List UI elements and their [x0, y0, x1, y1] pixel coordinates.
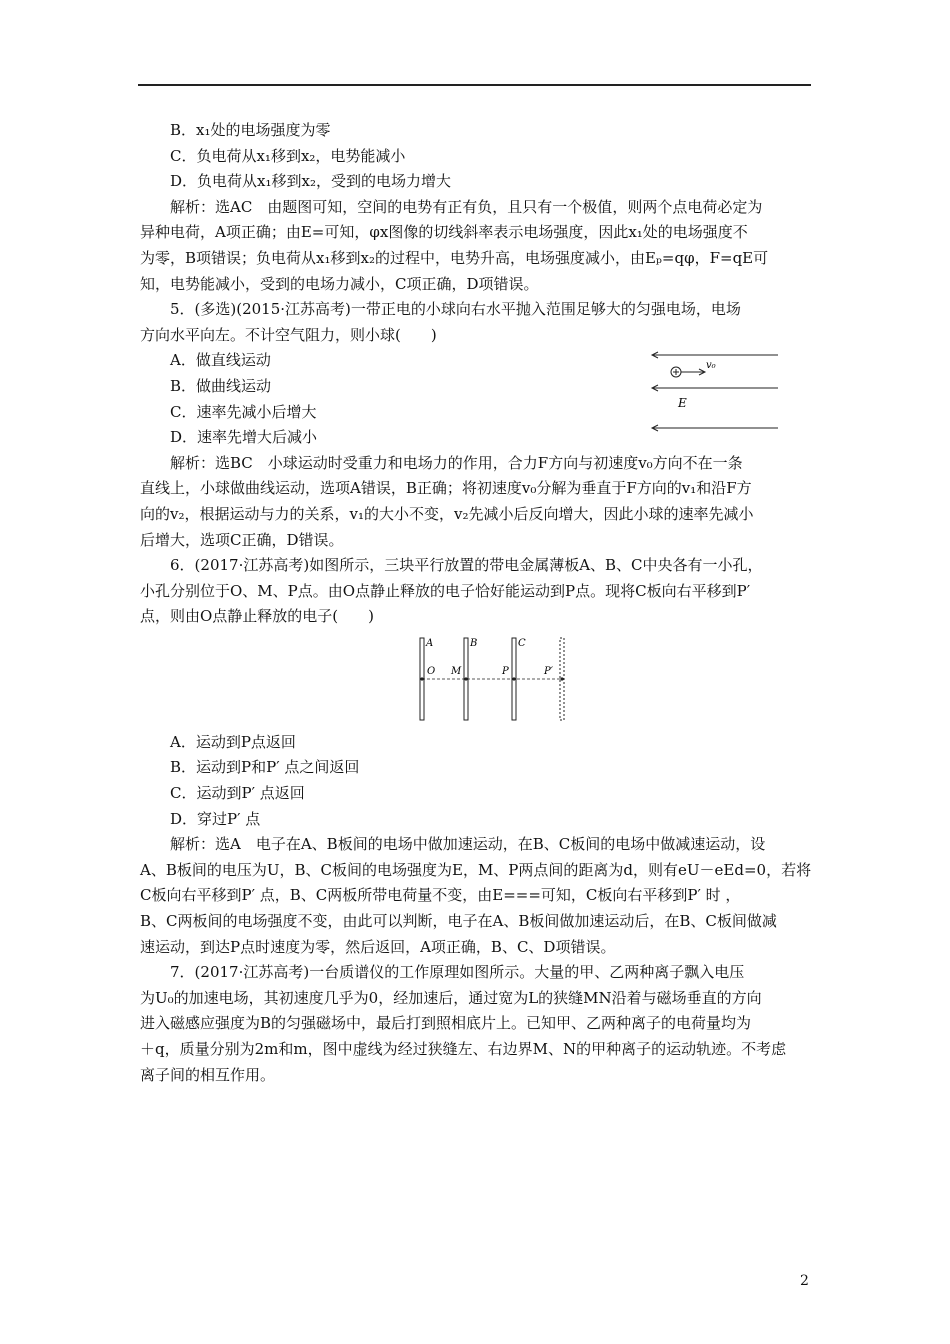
q6-analysis-line: A、B板间的电压为U，B、C板间的电场强度为E，M、P两点间的距离为d，则有eU－eEd=0，若将 — [140, 860, 812, 879]
point-label: O — [427, 665, 436, 677]
q4-option-d: D．负电荷从x₁移到x₂，受到的电场力增大 — [170, 172, 451, 191]
q5-option-c: C．速率先减小后增大 — [170, 402, 317, 421]
q7-stem — [140, 960, 812, 1088]
header-rule — [138, 84, 811, 86]
point-label: M — [451, 665, 462, 677]
plate-label: B — [470, 637, 478, 649]
q6-stem-line: 小孔分别位于O、M、P点。由O点静止释放的电子恰好能运动到P点。现将C板向右平移到P′ — [140, 581, 751, 600]
q7-stem-line: 进入磁感应强度为B的匀强磁场中，最后打到照相底片上。已知甲、乙两种离子的电荷量均为 — [140, 1014, 752, 1033]
q5-analysis-line: 后增大，选项C正确，D错误。 — [140, 530, 344, 549]
page-content — [140, 118, 812, 1088]
q6-option-c: C．运动到P′ 点返回 — [170, 784, 305, 803]
q6-plates-figure — [418, 634, 578, 724]
q6-analysis-line: C板向右平移到P′ 点，B、C两板所带电荷量不变，由E===可知，C板向右平移到P′ 时 ， — [140, 886, 741, 905]
q5-option-d: D．速率先增大后减小 — [170, 428, 318, 447]
q6-stem-line: 6．(2017·江苏高考)如图所示，三块平行放置的带电金属薄板A、B、C中央各有一小孔， — [170, 556, 763, 575]
q5-analysis-line: 解析：选BC 小球运动时受重力和电场力的作用，合力F方向与初速度v₀方向不在一条 — [170, 453, 743, 472]
q5-stem-line: 方向水平向左。不计空气阻力，则小球( ) — [140, 325, 437, 344]
q7-stem-line: 离子间的相互作用。 — [140, 1065, 276, 1084]
q6-stem-line: 点，则由O点静止释放的电子( ) — [140, 607, 375, 626]
q6-option-b: B．运动到P和P′ 点之间返回 — [170, 758, 360, 777]
q4-option-b: B．x₁处的电场强度为零 — [170, 121, 331, 139]
q6-stem — [140, 553, 812, 630]
page-number: 2 — [800, 1273, 809, 1289]
q5-stem-line: 5．(多选)(2015·江苏高考)一带正电的小球向右水平抛入范围足够大的匀强电场，电场 — [170, 300, 741, 319]
q5-field-label: E — [678, 396, 687, 411]
q4-analysis-line: 知，电势能减小，受到的电场力减小，C项正确，D项错误。 — [140, 274, 539, 293]
q7-stem-line: 为U₀的加速电场，其初速度几乎为0，经加速后，通过宽为L的狭缝MN沿着与磁场垂直的方向 — [140, 988, 762, 1007]
q5-velocity-label: v₀ — [706, 360, 716, 372]
q5-analysis-line: 直线上，小球做曲线运动，选项A错误，B正确；将初速度v₀分解为垂直于F方向的v₁和沿F方 — [140, 479, 752, 498]
q4-analysis-line: 解析：选AC 由题图可知，空间的电势有正有负，且只有一个极值，则两个点电荷必定为 — [170, 197, 763, 216]
q6-option-a: A．运动到P点返回 — [170, 732, 296, 751]
q7-stem-line: 7．(2017·江苏高考)一台质谱仪的工作原理如图所示。大量的甲、乙两种离子飘入电压 — [170, 963, 745, 982]
q6-options — [140, 730, 812, 832]
q5-option-b: B．做曲线运动 — [170, 376, 272, 395]
q4-analysis-line: 异种电荷，A项正确；由E=可知，φx图像的切线斜率表示电场强度，因此x₁处的电场强度不 — [140, 223, 748, 242]
q6-analysis-line: 解析：选A 电子在A、B板间的电场中做加速运动，在B、C板间的电场中做减速运动，设 — [170, 835, 766, 854]
q5-analysis — [140, 451, 812, 553]
q7-stem-line: ＋q，质量分别为2m和m，图中虚线为经过狭缝左、右边界M、N的甲种离子的运动轨迹。不考虑 — [140, 1040, 787, 1058]
q4-analysis-line: 为零，B项错误；负电荷从x₁移到x₂的过程中，电势升高，电场强度减小，由Eₚ=qφ，F=qE可 — [140, 248, 769, 267]
q6-analysis-line: 速运动，到达P点时速度为零，然后返回，A项正确，B、C、D项错误。 — [140, 937, 616, 956]
point-label: P — [502, 665, 509, 677]
q6-analysis — [140, 832, 812, 960]
q4-analysis — [140, 195, 812, 297]
q5-options — [140, 348, 812, 450]
q5-field-figure — [650, 344, 780, 434]
point-label: P′ — [544, 665, 553, 677]
q4-option-c: C．负电荷从x₁移到x₂，电势能减小 — [170, 146, 406, 165]
q4-options — [140, 118, 812, 195]
q6-analysis-line: B、C两板间的电场强度不变，由此可以判断，电子在A、B板间做加速运动后，在B、C板间做减 — [140, 912, 777, 931]
q5-option-a: A．做直线运动 — [170, 351, 271, 370]
q5-stem — [140, 297, 812, 348]
plate-label: A — [426, 637, 434, 649]
q6-option-d: D．穿过P′ 点 — [170, 809, 261, 828]
q5-analysis-line: 向的v₂，根据运动与力的关系，v₁的大小不变，v₂先减小后反向增大，因此小球的速率先减小 — [140, 504, 754, 523]
plate-label: C — [518, 637, 526, 649]
